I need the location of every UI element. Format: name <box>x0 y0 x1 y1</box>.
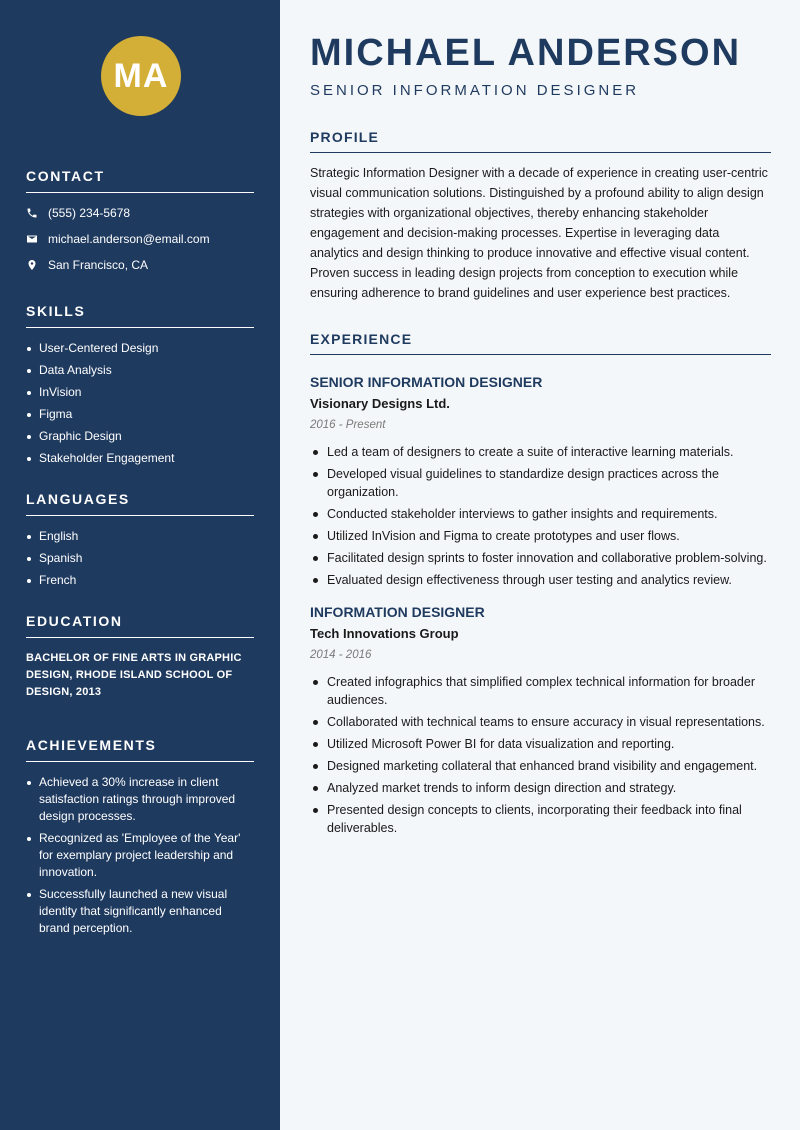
job-company: Tech Innovations Group <box>310 626 459 641</box>
achievements-list <box>26 774 254 937</box>
experience-section <box>310 331 771 837</box>
job-title: SENIOR INFORMATION DESIGNER <box>310 374 543 390</box>
job-dates: 2016 - Present <box>310 419 386 431</box>
contact-email <box>26 231 254 246</box>
list-item: Utilized InVision and Figma to create prototypes and user flows. <box>310 527 771 545</box>
candidate-name: MICHAEL ANDERSON <box>310 32 742 74</box>
candidate-role: SENIOR INFORMATION DESIGNER <box>310 82 640 99</box>
location-text: San Francisco, CA <box>48 257 149 272</box>
list-item: Evaluated design effectiveness through user testing and analytics review. <box>310 571 771 589</box>
job-title: INFORMATION DESIGNER <box>310 604 485 620</box>
list-item: Created infographics that simplified complex technical information for broader audiences. <box>310 673 771 709</box>
job-company: Visionary Designs Ltd. <box>310 396 450 411</box>
job-entry <box>310 603 771 837</box>
profile-heading: PROFILE <box>310 129 771 153</box>
list-item: Designed marketing collateral that enhanced brand visibility and engagement. <box>310 757 771 775</box>
list-item: Facilitated design sprints to foster innovation and collaborative problem-solving. <box>310 549 771 567</box>
contact-phone <box>26 205 254 220</box>
skills-section <box>26 303 254 467</box>
phone-text: (555) 234-5678 <box>48 205 131 220</box>
list-item: Utilized Microsoft Power BI for data visualization and reporting. <box>310 735 771 753</box>
list-item: Led a team of designers to create a suite of interactive learning materials. <box>310 443 771 461</box>
job-bullets <box>310 443 771 589</box>
email-text: michael.anderson@email.com <box>48 231 210 246</box>
list-item: French <box>26 572 254 589</box>
email-icon <box>26 233 38 245</box>
main-content <box>280 0 800 1130</box>
list-item: English <box>26 528 254 545</box>
list-item: Developed visual guidelines to standardize design practices across the organization. <box>310 465 771 501</box>
list-item: Successfully launched a new visual identity that significantly enhanced brand perception. <box>26 886 254 937</box>
list-item: InVision <box>26 384 254 401</box>
list-item: Presented design concepts to clients, incorporating their feedback into final deliverables. <box>310 801 771 837</box>
languages-heading: LANGUAGES <box>26 491 254 516</box>
list-item: Graphic Design <box>26 428 254 445</box>
languages-list <box>26 528 254 589</box>
skills-list <box>26 340 254 467</box>
profile-text: Strategic Information Designer with a decade of experience in creating user-centric visual communication solutions. Distinguished by a profound ability to align design strategies with organizational objectives, thereby enhancing stakeholder engagement and decision-making processes. Expertise in leveraging data analytics and design thinking to produce innovative and effective visual content. Proven success in leading design projects from conception to execution while ensuring adherence to brand guidelines and user experience best practices. <box>310 166 768 300</box>
achievements-heading: ACHIEVEMENTS <box>26 737 254 762</box>
list-item: Data Analysis <box>26 362 254 379</box>
list-item: Stakeholder Engagement <box>26 450 254 467</box>
experience-heading: EXPERIENCE <box>310 331 771 355</box>
list-item: Achieved a 30% increase in client satisfaction ratings through improved design processes. <box>26 774 254 825</box>
skills-heading: SKILLS <box>26 303 254 328</box>
profile-section <box>310 129 771 303</box>
achievements-section <box>26 737 254 937</box>
list-item: Collaborated with technical teams to ensure accuracy in visual representations. <box>310 713 771 731</box>
education-section <box>26 613 254 701</box>
education-degree: BACHELOR OF FINE ARTS IN GRAPHIC DESIGN, RHODE ISLAND SCHOOL OF DESIGN, 2013 <box>26 652 242 698</box>
contact-location <box>26 257 254 272</box>
list-item: Spanish <box>26 550 254 567</box>
list-item: User-Centered Design <box>26 340 254 357</box>
languages-section <box>26 491 254 589</box>
avatar-initials: MA <box>113 56 169 95</box>
education-heading: EDUCATION <box>26 613 254 638</box>
sidebar <box>0 0 280 1130</box>
job-entry <box>310 373 771 589</box>
list-item: Figma <box>26 406 254 423</box>
job-dates: 2014 - 2016 <box>310 649 372 661</box>
contact-heading: CONTACT <box>26 168 254 193</box>
list-item: Analyzed market trends to inform design direction and strategy. <box>310 779 771 797</box>
avatar <box>101 36 181 116</box>
list-item: Recognized as 'Employee of the Year' for exemplary project leadership and innovation. <box>26 830 254 881</box>
location-pin-icon <box>26 259 38 271</box>
phone-icon <box>26 207 38 219</box>
list-item: Conducted stakeholder interviews to gather insights and requirements. <box>310 505 771 523</box>
contact-section <box>26 168 254 272</box>
job-bullets <box>310 673 771 837</box>
